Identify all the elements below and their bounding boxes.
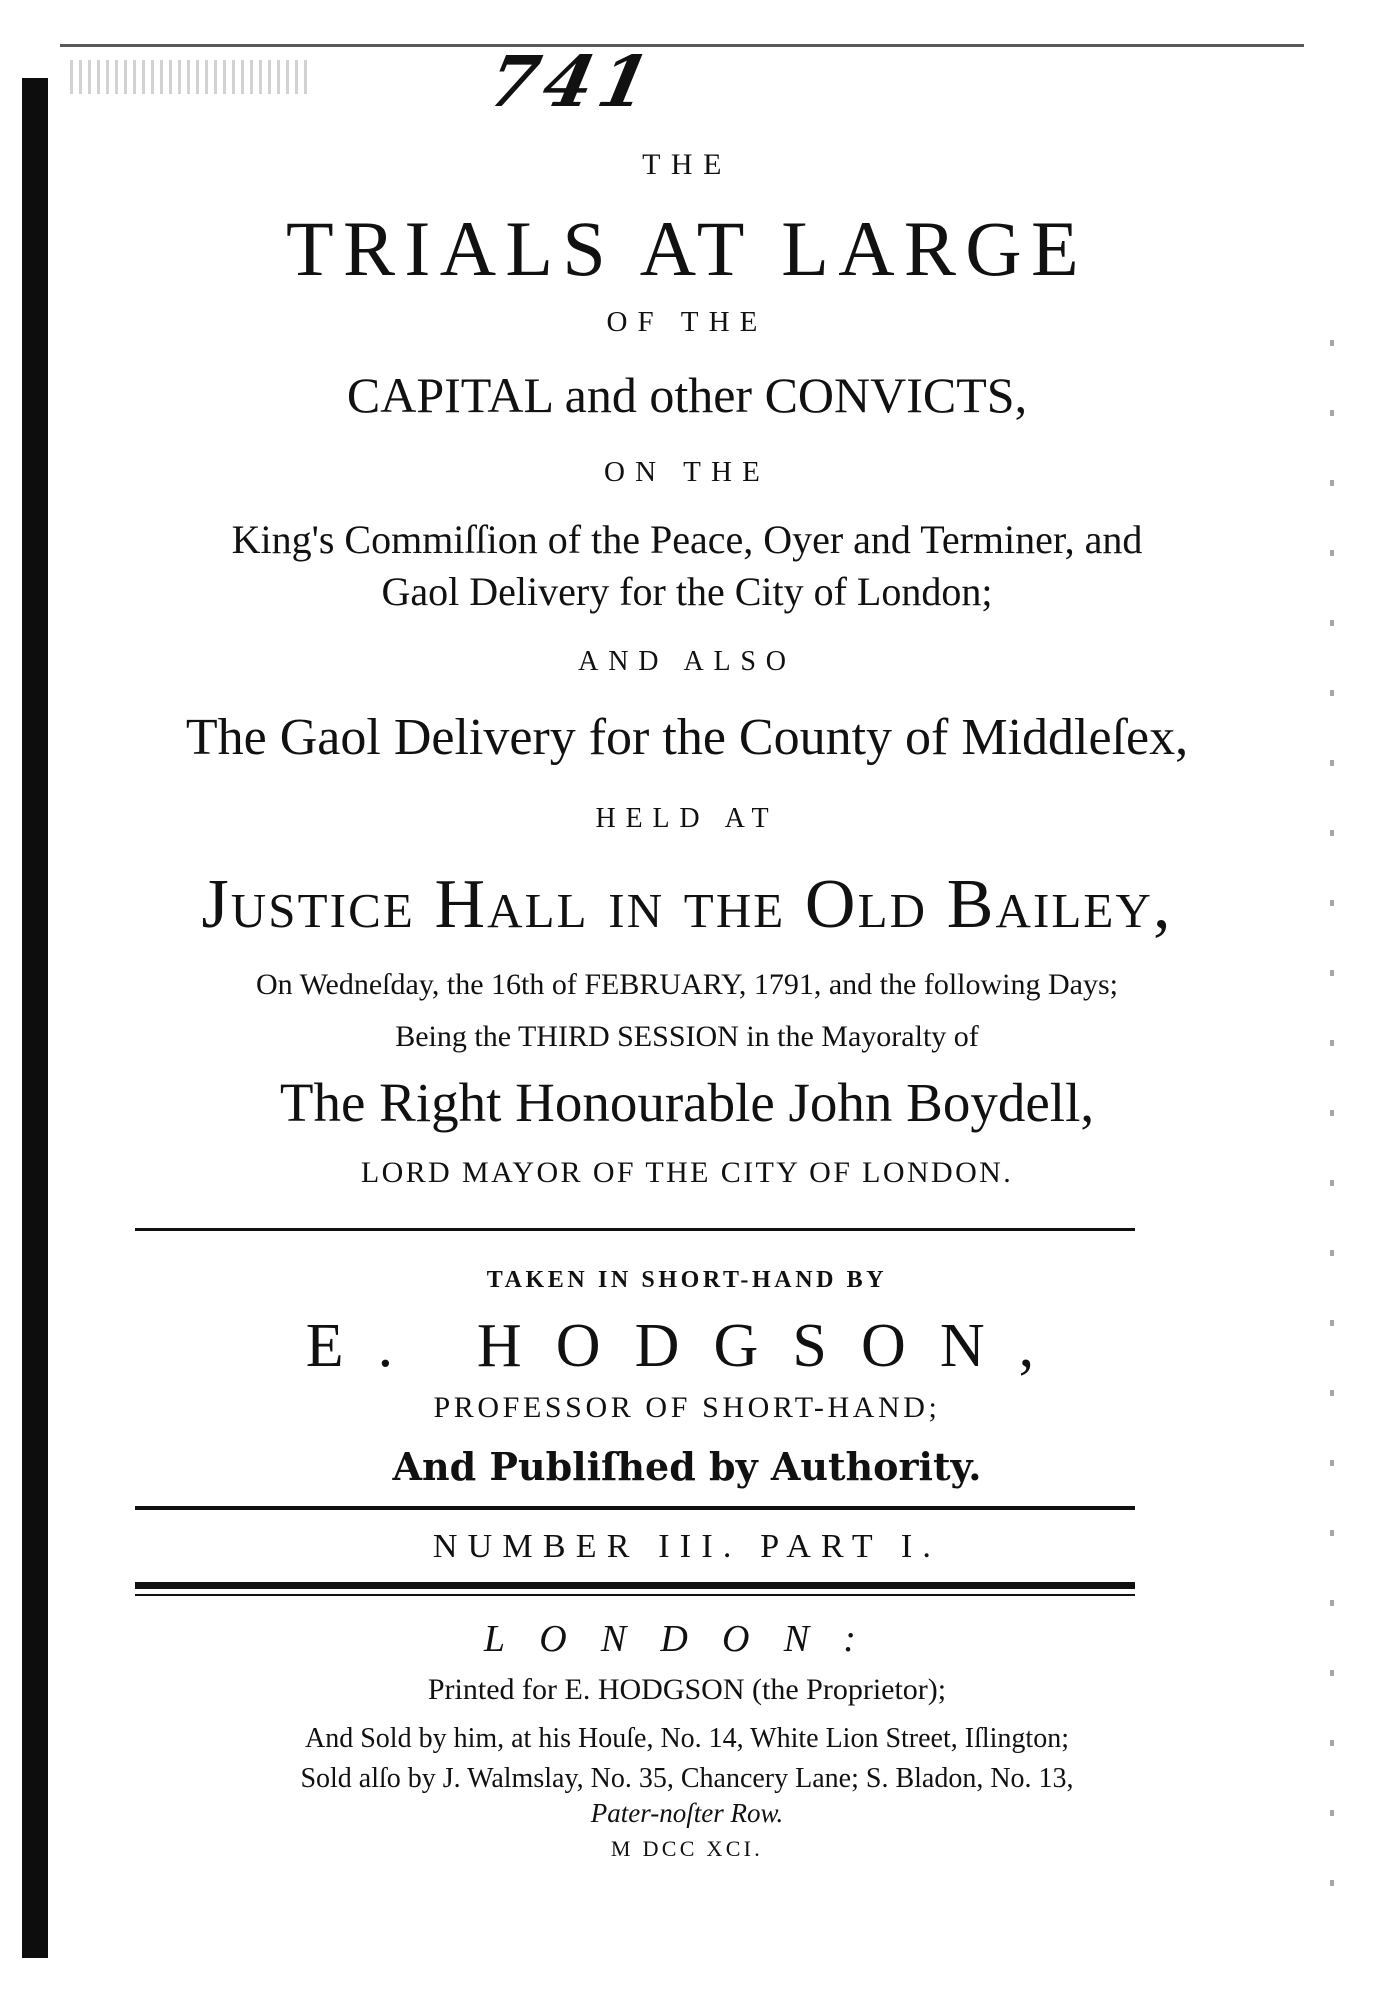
heading-justice-hall: Justice Hall in the Old Bailey,	[201, 866, 1173, 943]
heading-commission-line-2: Gaol Delivery for the City of London;	[381, 569, 993, 614]
reporter-taken-line: TAKEN IN SHORT-HAND BY	[486, 1267, 888, 1293]
top-rule	[60, 44, 1304, 47]
session-line: Being the THIRD SESSION in the Mayoralty of	[395, 1020, 979, 1053]
heading-county-line: The Gaol Delivery for the County of Middleſex,	[185, 709, 1189, 766]
divider-rule	[135, 1228, 1135, 1231]
ink-smudge	[70, 60, 310, 94]
page-title: TRIALS AT LARGE	[286, 205, 1088, 292]
reporter-name: E. HODGSON,	[305, 1312, 1069, 1380]
binding-edge	[22, 78, 48, 1958]
reporter-profession: PROFESSOR OF SHORT-HAND;	[433, 1391, 941, 1424]
mayor-title: LORD MAYOR OF THE CITY OF LONDON.	[360, 1156, 1014, 1189]
heading-of-the: OF THE	[606, 306, 768, 338]
imprint-sold-by: And Sold by him, at his Houſe, No. 14, White Lion Street, Iſlington;	[305, 1723, 1069, 1754]
reporter-published: And Publiſhed by Authority.	[392, 1444, 982, 1489]
margin-marks	[1330, 340, 1334, 1940]
session-date-line: On Wedneſday, the 16th of FEBRUARY, 1791, and the following Days;	[256, 968, 1118, 1001]
heading-the: THE	[642, 148, 732, 181]
mayor-name: The Right Honourable John Boydell,	[279, 1072, 1095, 1133]
divider-rule	[135, 1506, 1135, 1510]
heading-commission-line-1: King's Commiſſion of the Peace, Oyer and Terminer, and	[231, 517, 1143, 562]
heading-and-also: AND ALSO	[578, 646, 796, 677]
heading-on-the: ON THE	[604, 456, 770, 488]
imprint-year: M DCC XCI.	[610, 1836, 764, 1861]
divider-rule	[135, 1594, 1135, 1596]
imprint-city: LONDON:	[483, 1618, 891, 1660]
imprint-printed-for: Printed for E. HODGSON (the Proprietor);	[427, 1673, 947, 1706]
number-line: NUMBER III. PART I.	[432, 1528, 942, 1565]
heading-capital-line: CAPITAL and other CONVICTS,	[346, 367, 1028, 423]
heading-held-at: HELD AT	[595, 803, 779, 834]
divider-rule	[135, 1582, 1135, 1589]
imprint-paternoster: Pater-noſter Row.	[590, 1798, 784, 1828]
handwritten-number: 741	[481, 40, 663, 123]
imprint-sold-also: Sold alſo by J. Walmslay, No. 35, Chancery Lane; S. Bladon, No. 13,	[300, 1763, 1074, 1794]
